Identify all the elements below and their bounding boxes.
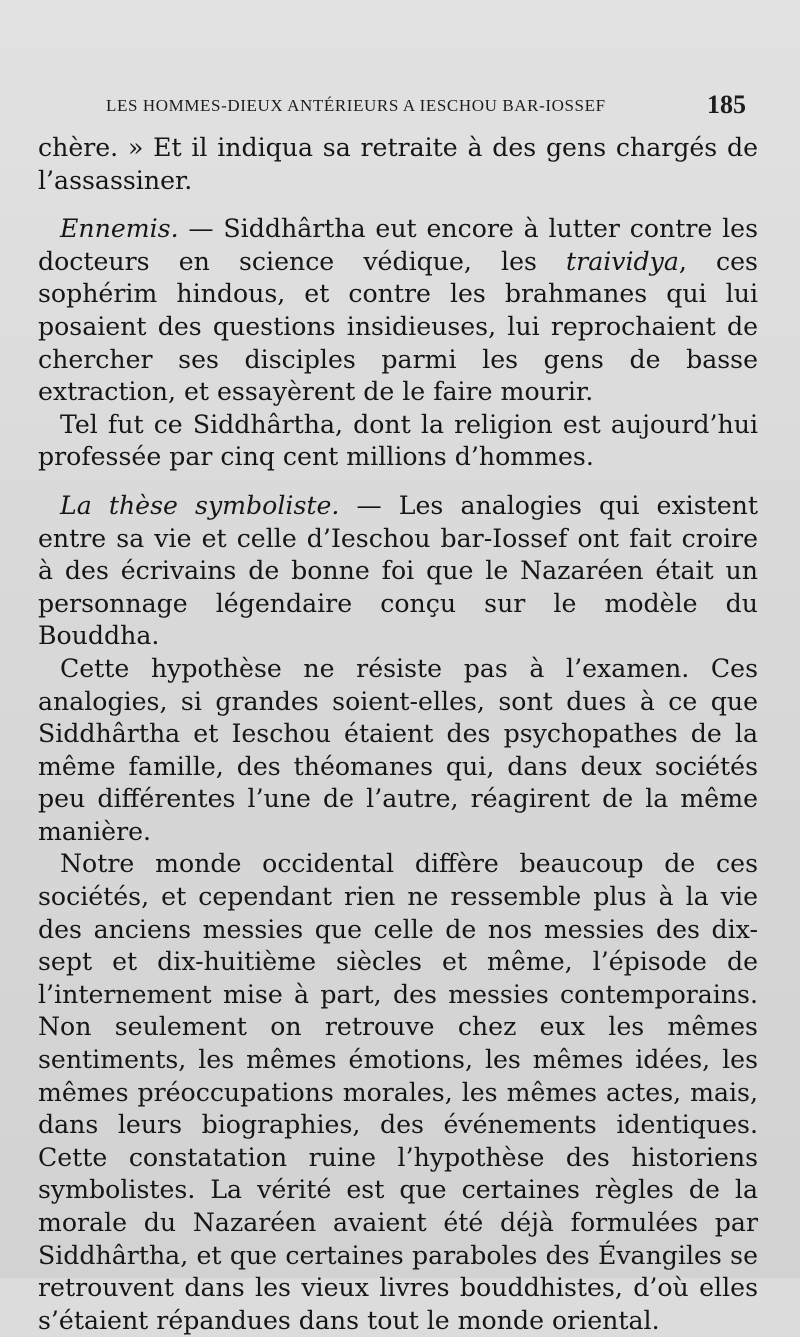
section-title-these-symboliste: La thèse symboliste. — [60, 490, 340, 520]
section-title-ennemis: Ennemis. — [60, 214, 179, 244]
paragraph-ennemis-text-a: — Siddhârtha eut encore à lutter contre les docteurs en science védique, les — [38, 214, 758, 276]
paragraph-siddhartha-summary: Tel fut ce Siddhârtha, dont la religion est aujourd’hui professée par cinq cent millions d’hommes. — [38, 409, 758, 472]
running-head — [38, 88, 758, 128]
paragraph-these-symboliste — [38, 490, 758, 653]
paragraph-ennemis — [38, 213, 758, 409]
emphasis-traividya: traividya — [566, 246, 679, 276]
running-title: LES HOMMES-DIEUX ANTÉRIEURS A IESCHOU BAR-IOSSEF — [106, 96, 606, 115]
paragraph-hypothese: Cette hypothèse ne résiste pas à l’examen. Ces analogies, si grandes soient-elles, sont dues à ce que Siddhârtha et Ieschou étaient des psychopathes de la même famille, des théomanes qui, dans deux sociétés peu différentes l’une de l’autre, réagirent de la même manière. — [38, 653, 758, 846]
paragraph-these-symboliste-text: — Les analogies qui existent entre sa vie et celle d’Ieschou bar-Iossef ont fait croire à des écrivains de bonne foi que le Nazaréen était un personnage légendaire conçu sur le modèle du Bouddha. — [38, 490, 758, 651]
paragraph-continuation: chère. » Et il indiqua sa retraite à des gens chargés de l’assassiner. — [38, 133, 758, 195]
body-text — [38, 132, 758, 1337]
paragraph-monde-occidental: Notre monde occidental diffère beaucoup de ces sociétés, et cependant rien ne ressemble plus à la vie des anciens messies que celle de nos messies des dix-sept et dix-huitième siècles et même, l’épisode de l’internement mise à part, des messies contemporains. Non seulement on retrouve chez eux les mêmes sentiments, les mêmes émotions, les mêmes idées, les mêmes préoccupations morales, les mêmes actes, mais, dans leurs biographies, des événements identiques. Cette constatation ruine l’hypothèse des historiens symbolistes. La vérité est que certaines règles de la morale du Nazaréen avaient été déjà formulées par Siddhârtha, et que certaines paraboles des Évangiles se retrouvent dans les vieux livres bouddhistes, d’où elles s’étaient répandues dans tout le monde oriental. — [38, 849, 758, 1335]
paragraph-ennemis-text-b: , ces sophérim hindous, et contre les brahmanes qui lui posaient des questions insidieuses, lui reprochaient de chercher ses disciples parmi les gens de basse extraction, et essayèrent de le faire mourir. — [38, 246, 758, 407]
page-number: 185 — [707, 90, 746, 119]
